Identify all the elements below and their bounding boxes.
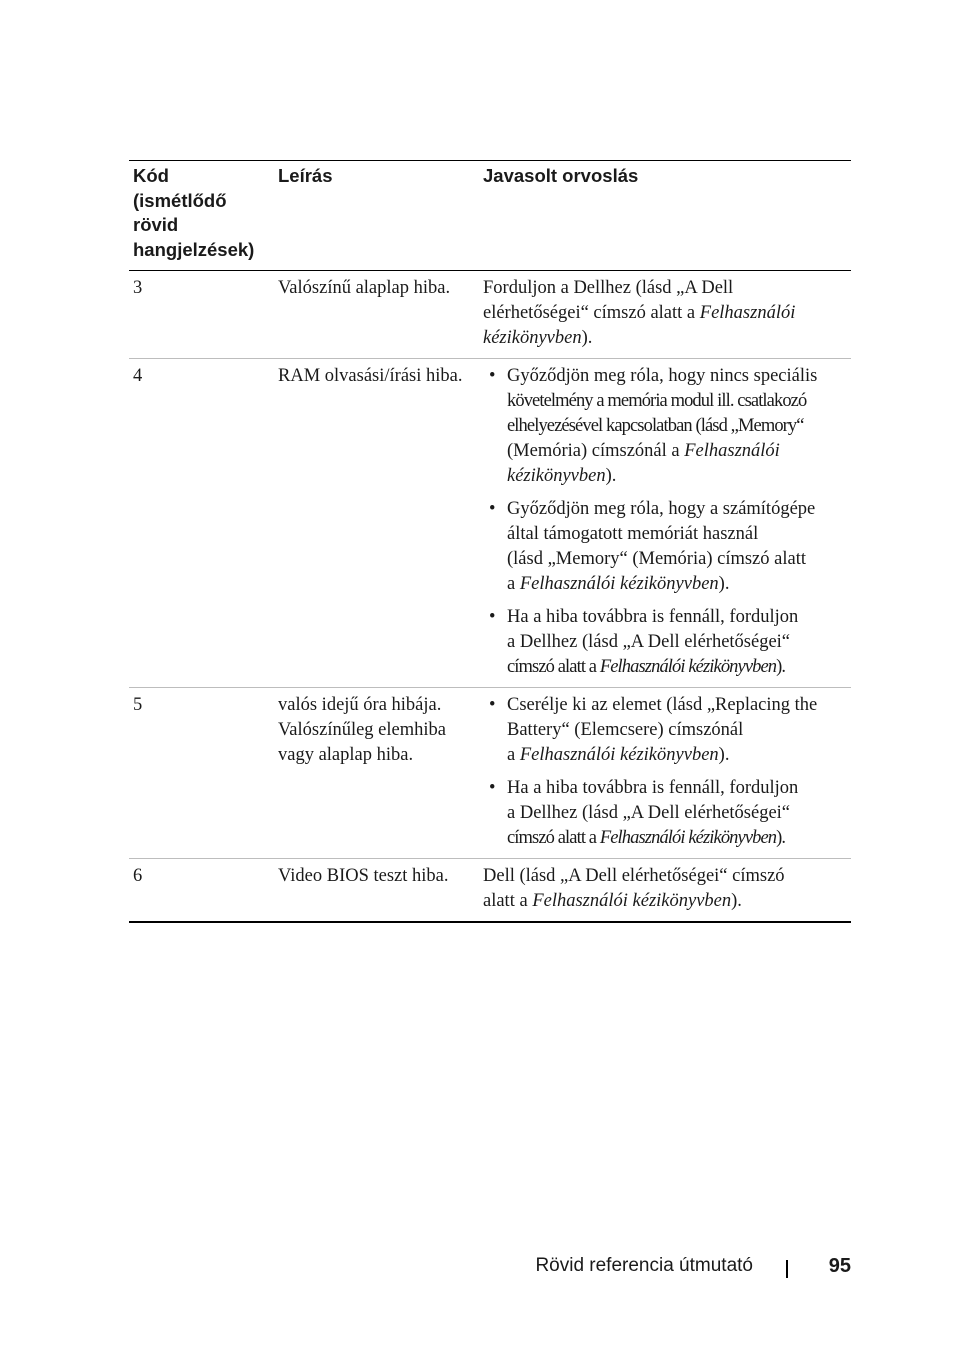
text-line: [483, 889, 851, 914]
beep-code-table: [129, 160, 851, 923]
bullet-text: [507, 693, 851, 768]
cell-code: 6: [133, 866, 143, 886]
line-emphasis: Felhasználói: [684, 441, 780, 461]
text-line: [507, 630, 851, 655]
text-line: [483, 301, 851, 326]
cell-remedy: [483, 864, 851, 914]
line-text: Győződjön meg róla, hogy a számítógépe: [507, 499, 816, 519]
description-line: valós idejű óra hibája.: [278, 695, 442, 715]
header-description: Leírás: [278, 165, 333, 186]
text-line: [483, 326, 851, 351]
table-row: [129, 271, 851, 359]
line-text-tail: ).: [605, 466, 617, 486]
cell-remedy: [483, 276, 851, 351]
text-line: [507, 826, 851, 851]
line-text: Cserélje ki az elemet (lásd „Replacing the: [507, 695, 818, 715]
description-line: vagy alaplap hiba.: [278, 745, 414, 765]
description-line: Valószínűleg elemhiba: [278, 720, 446, 740]
line-emphasis: Felhasználói kézikönyvben: [599, 828, 777, 848]
text-line: [507, 655, 851, 680]
line-emphasis: Felhasználói: [699, 303, 796, 323]
bullet-item: [483, 776, 851, 851]
bullet-text: [507, 605, 851, 680]
line-text-tail: ).: [581, 328, 593, 348]
line-text: Győződjön meg róla, hogy nincs speciális: [507, 366, 818, 386]
line-emphasis: Felhasználói kézikönyvben: [519, 574, 719, 594]
line-text-tail: ).: [731, 891, 742, 911]
table-row: [129, 359, 851, 688]
table-body: [129, 271, 851, 923]
line-text: (Memória) címszónál a: [507, 441, 685, 461]
text-line: [483, 276, 851, 301]
bullet-dot: •: [489, 695, 496, 715]
bullet-text: [507, 776, 851, 851]
bullet-text: [507, 497, 851, 597]
text-line: [507, 497, 851, 522]
bullet-dot: •: [489, 607, 496, 627]
text-line: [507, 522, 851, 547]
text-line: [507, 464, 851, 489]
description-line: Video BIOS teszt hiba.: [278, 866, 449, 886]
cell-description: [278, 693, 483, 851]
line-text: (lásd „Memory“ (Memória) címszó alatt: [507, 549, 806, 569]
bullet-dot: •: [489, 499, 496, 519]
header-code-line: (ismétlődő: [133, 189, 227, 211]
header-code-line: rövid: [133, 214, 179, 235]
line-text: alatt a: [483, 891, 533, 911]
bullet-dot: •: [489, 366, 496, 386]
description-line: RAM olvasási/írási hiba.: [278, 366, 463, 386]
text-line: [507, 364, 851, 389]
table-row: [129, 688, 851, 859]
line-text: elérhetőségei“ címszó alatt a: [483, 303, 700, 323]
line-text: címszó alatt a: [507, 828, 600, 848]
bullet-item: [483, 605, 851, 680]
text-line: [507, 693, 851, 718]
text-line: [507, 389, 851, 414]
bullet-text: [507, 364, 851, 489]
cell-code: 3: [133, 278, 143, 298]
line-text: a: [507, 574, 520, 594]
line-text: Dell (lásd „A Dell elérhetőségei“ címszó: [483, 866, 785, 886]
cell-code: 4: [133, 366, 143, 386]
text-line: [507, 414, 851, 439]
line-text-tail: ).: [718, 574, 730, 594]
line-emphasis: Felhasználói kézikönyvben: [532, 891, 732, 911]
line-text: a Dellhez (lásd „A Dell elérhetőségei“: [507, 803, 791, 823]
bullet-item: [483, 364, 851, 489]
text-line: [507, 605, 851, 630]
line-emphasis: Felhasználói kézikönyvben: [519, 745, 719, 765]
line-text-tail: ).: [718, 745, 730, 765]
bullet-dot: •: [489, 778, 496, 798]
cell-description: [278, 864, 483, 914]
line-text: Ha a hiba továbbra is fennáll, forduljon: [507, 607, 799, 627]
line-text: Forduljon a Dellhez (lásd „A Dell: [483, 278, 734, 298]
header-code: [129, 164, 278, 262]
page-number: 95: [828, 1255, 851, 1277]
line-text: Ha a hiba továbbra is fennáll, forduljon: [507, 778, 799, 798]
text-line: [507, 547, 851, 572]
text-line: [507, 801, 851, 826]
text-line: [507, 743, 851, 768]
cell-description: [278, 276, 483, 351]
cell-remedy: [483, 693, 851, 851]
header-remedy: Javasolt orvoslás: [483, 165, 639, 186]
text-line: [483, 864, 851, 889]
description-line: Valószínű alaplap hiba.: [278, 278, 451, 298]
line-text: követelmény a memória modul ill. csatlakozó: [507, 391, 807, 411]
cell-code: 5: [133, 695, 143, 715]
line-emphasis: kézikönyvben: [507, 466, 606, 486]
bullet-item: [483, 693, 851, 768]
line-emphasis: kézikönyvben: [483, 328, 582, 348]
footer-title: Rövid referencia útmutató: [535, 1255, 753, 1276]
header-code-line: Kód: [133, 165, 169, 186]
cell-description: [278, 364, 483, 680]
text-line: [507, 439, 851, 464]
line-text: a: [507, 745, 520, 765]
table-header-row: [129, 161, 851, 271]
header-code-line: hangjelzések): [133, 238, 255, 260]
line-text: által támogatott memóriát használ: [507, 524, 759, 544]
line-text: elhelyezésével kapcsolatban (lásd „Memory“: [507, 416, 804, 436]
table-row: [129, 859, 851, 923]
line-text-tail: ).: [776, 657, 786, 677]
line-emphasis: Felhasználói kézikönyvben: [599, 657, 777, 677]
text-line: [507, 776, 851, 801]
line-text: Battery“ (Elemcsere) címszónál: [507, 720, 744, 740]
text-line: [507, 718, 851, 743]
line-text: a Dellhez (lásd „A Dell elérhetőségei“: [507, 632, 791, 652]
bullet-item: [483, 497, 851, 597]
text-line: [507, 572, 851, 597]
line-text-tail: ).: [776, 828, 786, 848]
line-text: címszó alatt a: [507, 657, 600, 677]
page-footer: [0, 1255, 954, 1285]
footer-separator: [786, 1260, 788, 1278]
cell-remedy: [483, 364, 851, 680]
